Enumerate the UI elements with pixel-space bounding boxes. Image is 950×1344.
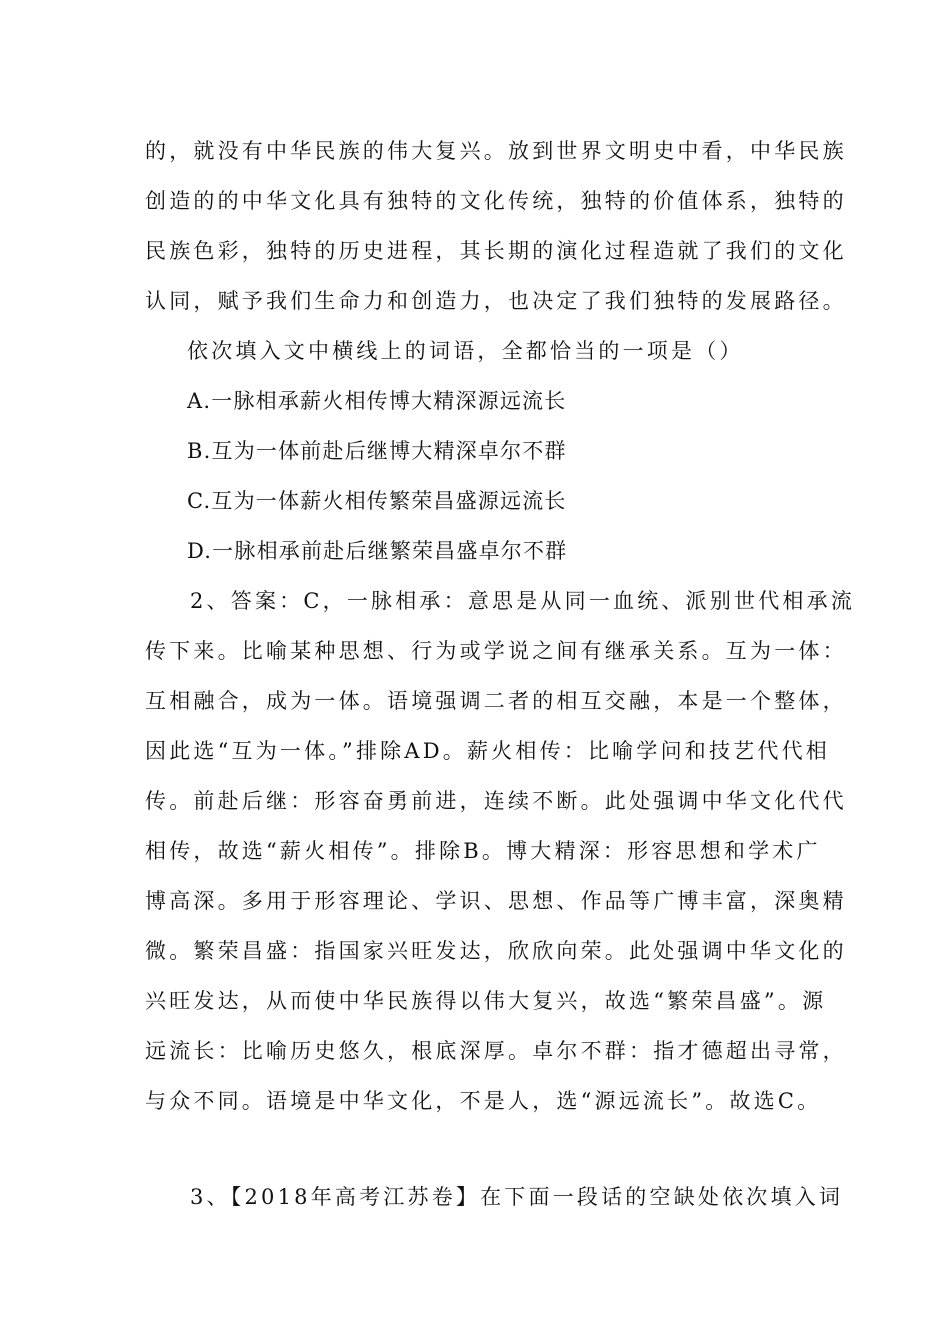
answer-line: 传。前赴后继：形容奋勇前进，连续不断。此处强调中华文化代代 (145, 789, 847, 813)
answer-line: 互相融合，成为一体。语境强调二者的相互交融，本是一个整体， (145, 689, 847, 713)
passage-line: 民族色彩，独特的历史进程，其长期的演化过程造就了我们的文化 (145, 239, 847, 263)
question-3-heading: 3、【2018年高考江苏卷】在下面一段话的空缺处依次填入词 (190, 1185, 844, 1209)
answer-line: 微。繁荣昌盛：指国家兴旺发达，欣欣向荣。此处强调中华文化的 (145, 939, 847, 963)
answer-line: 因此选“互为一体。”排除AD。薪火相传：比喻学问和技艺代代相 (145, 739, 830, 763)
option-d: D.一脉相承前赴后继繁荣昌盛卓尔不群 (187, 539, 568, 563)
question-prompt: 依次填入文中横线上的词语，全都恰当的一项是（） (187, 339, 744, 363)
passage-line: 认同，赋予我们生命力和创造力，也决定了我们独特的发展路径。 (145, 289, 847, 313)
answer-line: 传下来。比喻某种思想、行为或学说之间有继承关系。互为一体： (145, 639, 847, 663)
passage-line: 创造的的中华文化具有独特的文化传统，独特的价值体系，独特的 (145, 189, 847, 213)
option-a: A.一脉相承薪火相传博大精深源远流长 (187, 389, 567, 413)
answer-line: 兴旺发达，从而使中华民族得以伟大复兴，故选“繁荣昌盛”。源 (145, 989, 827, 1013)
answer-line: 远流长：比喻历史悠久，根底深厚。卓尔不群：指才德超出寻常， (145, 1039, 847, 1063)
option-c: C.互为一体薪火相传繁荣昌盛源远流长 (187, 489, 567, 513)
answer-line: 博高深。多用于形容理论、学识、思想、作品等广博丰富，深奥精 (145, 889, 847, 913)
option-b: B.互为一体前赴后继博大精深卓尔不群 (187, 439, 567, 463)
passage-line: 的，就没有中华民族的伟大复兴。放到世界文明史中看，中华民族 (145, 139, 847, 163)
answer-line: 2、答案：C，一脉相承：意思是从同一血统、派别世代相承流 (190, 589, 856, 613)
answer-line: 与众不同。语境是中华文化，不是人，选“源远流长”。故选C。 (145, 1089, 822, 1113)
answer-line: 相传，故选“薪火相传”。排除B。博大精深：形容思想和学术广 (145, 839, 821, 863)
